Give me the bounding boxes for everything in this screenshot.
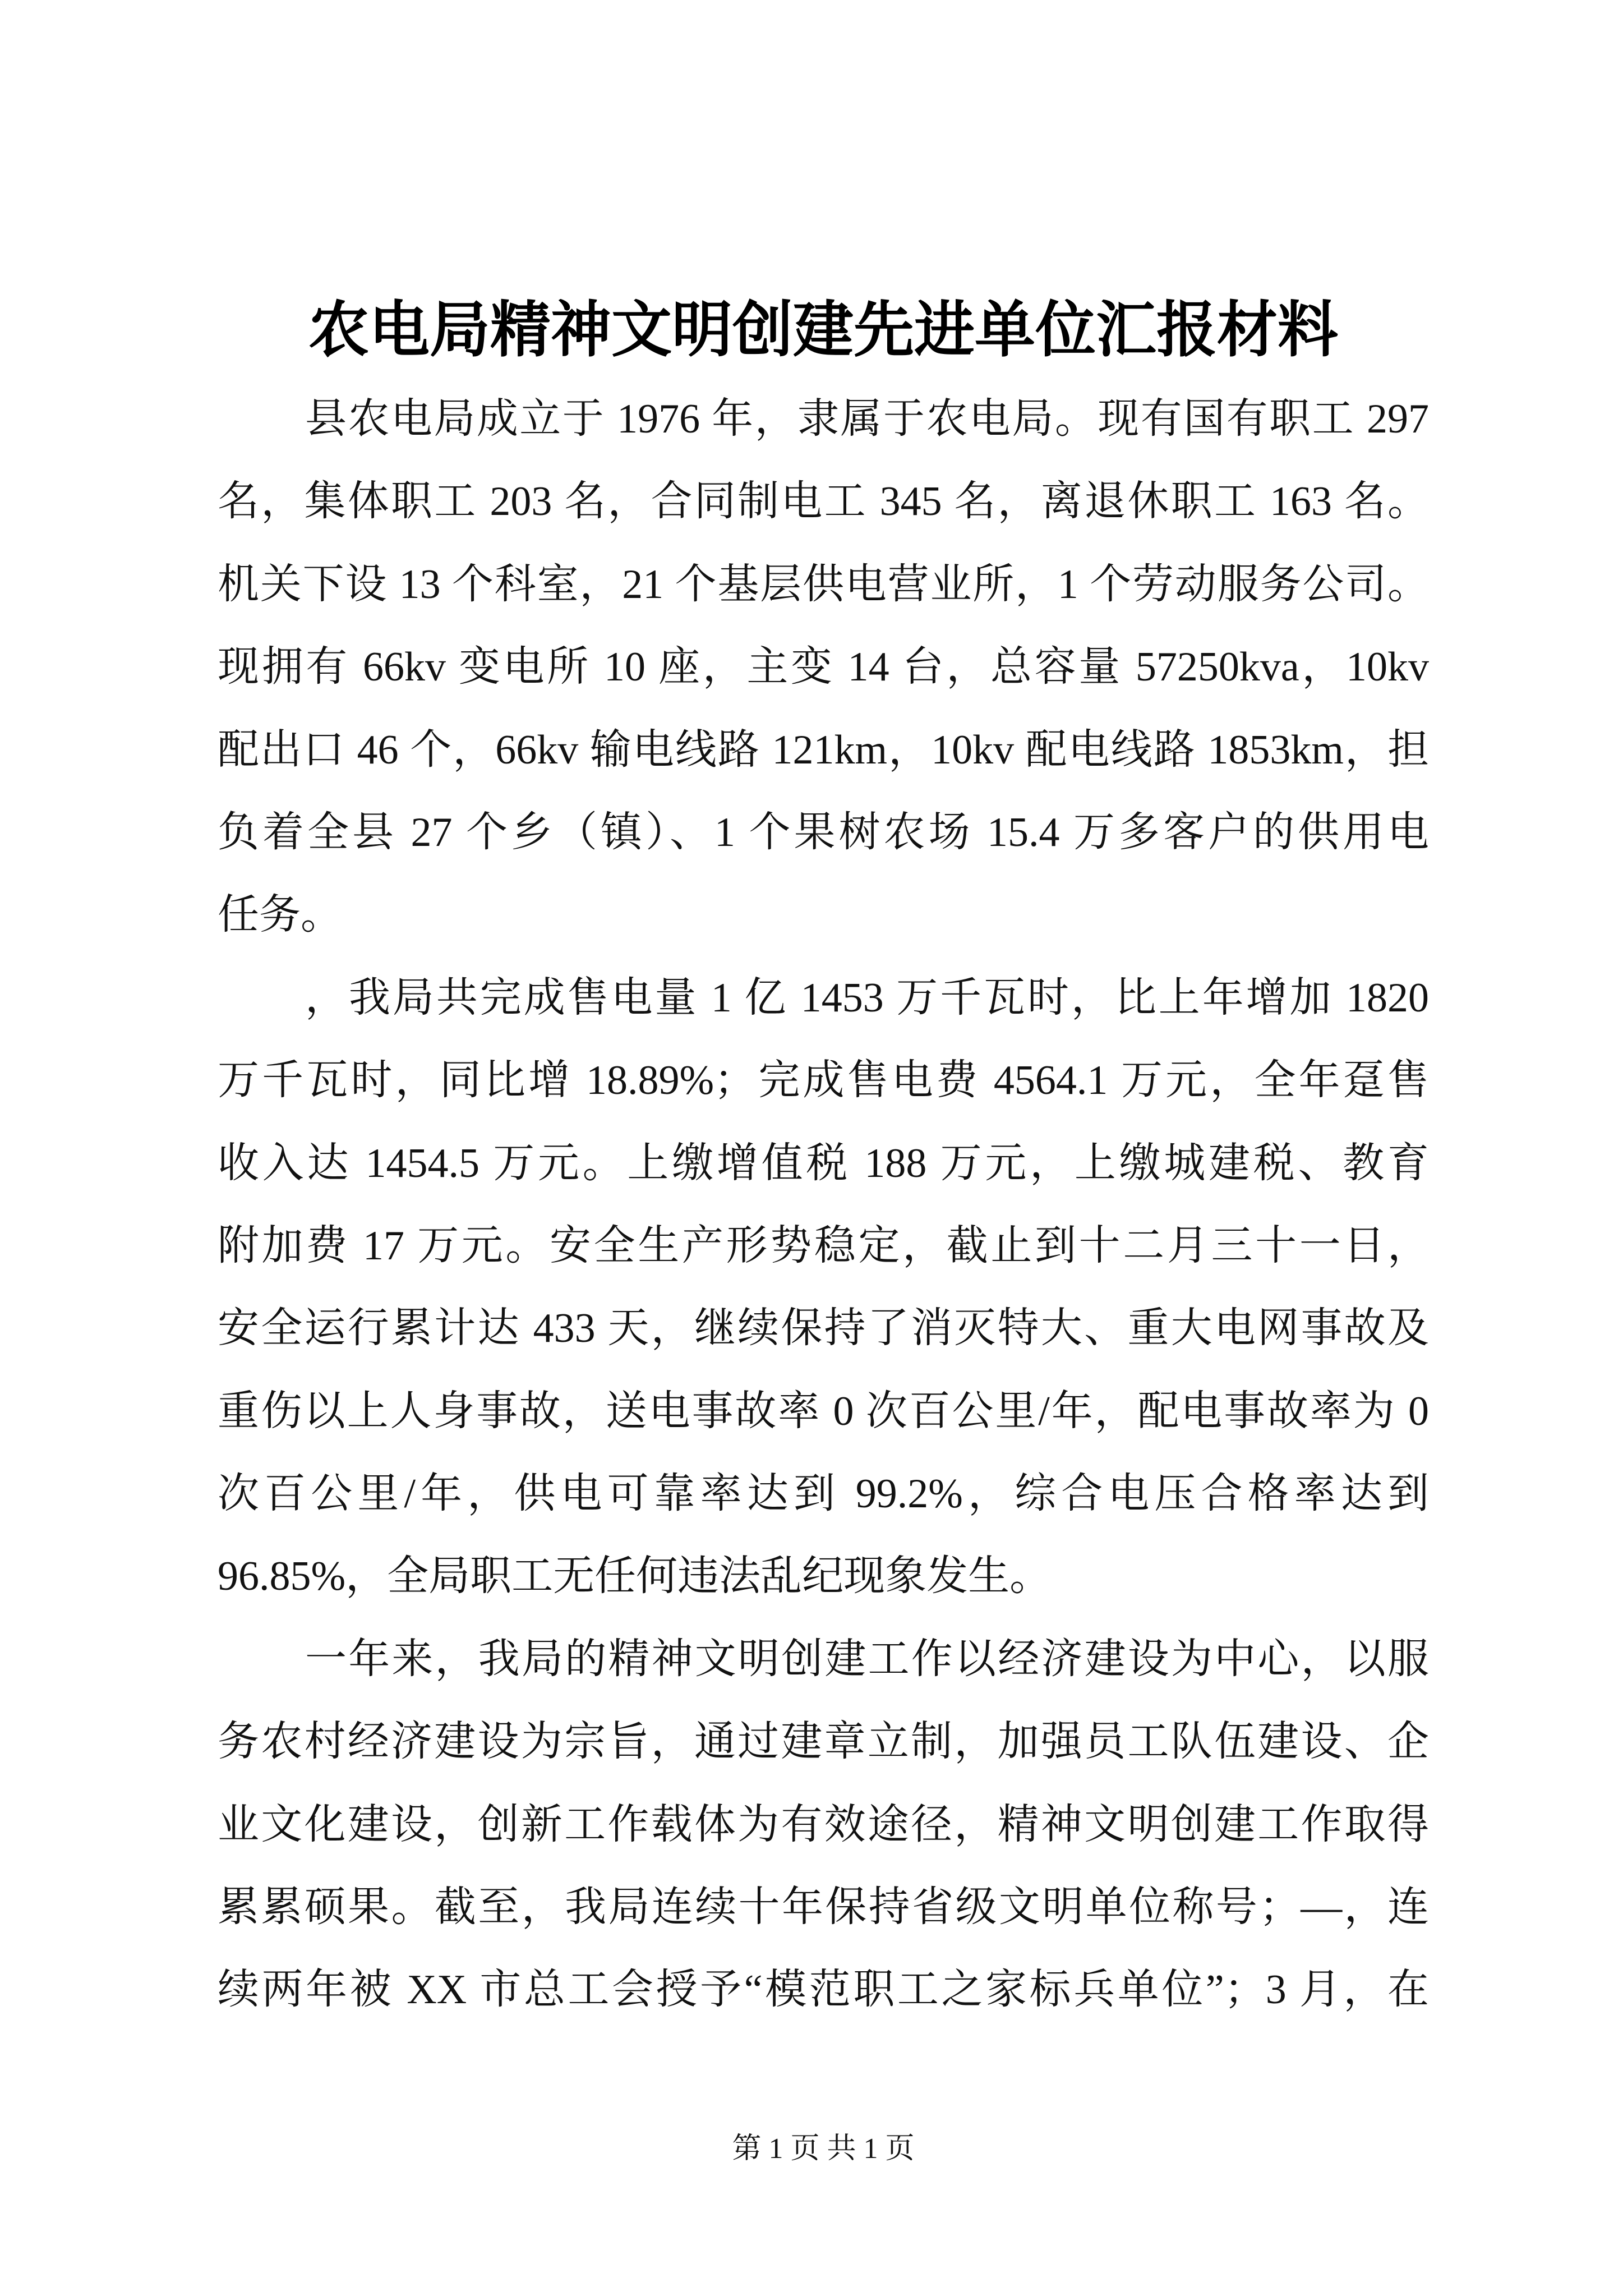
text-line: 现拥有 66kv 变电所 10 座，主变 14 台，总容量 57250kva，10kv bbox=[218, 644, 1429, 691]
text-line: 万千瓦时，同比增 18.89%；完成售电费 4564.1 万元，全年趸售 bbox=[218, 1057, 1429, 1104]
document-body bbox=[218, 378, 1429, 2032]
text-line: 96.85%，全局职工无任何违法乱纪现象发生。 bbox=[218, 1553, 1052, 1600]
paragraph bbox=[218, 378, 1429, 957]
text-line: 负着全县 27 个乡（镇）、1 个果树农场 15.4 万多客户的供用电 bbox=[218, 809, 1429, 855]
text-line: 一年来，我局的精神文明创建工作以经济建设为中心，以服 bbox=[305, 1636, 1429, 1682]
text-line: 机关下设 13 个科室，21 个基层供电营业所，1 个劳动服务公司。 bbox=[218, 561, 1429, 608]
text-line: 任务。 bbox=[218, 892, 342, 938]
text-line: 附加费 17 万元。安全生产形势稳定，截止到十二月三十一日， bbox=[218, 1222, 1429, 1269]
text-line: 续两年被 XX 市总工会授予“模范职工之家标兵单位”；3 月，在 bbox=[218, 1967, 1429, 2013]
text-line: 业文化建设，创新工作载体为有效途径，精神文明创建工作取得 bbox=[218, 1801, 1429, 1848]
text-line: 重伤以上人身事故，送电事故率 0 次百公里/年，配电事故率为 0 bbox=[218, 1388, 1429, 1434]
paragraph bbox=[218, 957, 1429, 1618]
page-footer: 第 1 页 共 1 页 bbox=[732, 2133, 915, 2165]
text-line: 名，集体职工 203 名，合同制电工 345 名，离退休职工 163 名。 bbox=[218, 478, 1429, 525]
text-line: 安全运行累计达 433 天，继续保持了消灭特大、重大电网事故及 bbox=[218, 1305, 1429, 1352]
paragraph bbox=[218, 1618, 1429, 2032]
text-line: ，我局共完成售电量 1 亿 1453 万千瓦时，比上年增加 1820 bbox=[305, 974, 1429, 1021]
text-line: 务农村经济建设为宗旨，通过建章立制，加强员工队伍建设、企 bbox=[218, 1719, 1429, 1765]
document-title: 农电局精神文明创建先进单位汇报材料 bbox=[308, 297, 1338, 364]
text-line: 次百公里/年，供电可靠率达到 99.2%，综合电压合格率达到 bbox=[218, 1471, 1429, 1517]
text-line: 县农电局成立于 1976 年，隶属于农电局。现有国有职工 297 bbox=[305, 396, 1429, 442]
text-line: 累累硕果。截至，我局连续十年保持省级文明单位称号；—，连 bbox=[218, 1884, 1429, 1931]
text-line: 收入达 1454.5 万元。上缴增值税 188 万元，上缴城建税、教育 bbox=[218, 1140, 1429, 1186]
text-line: 配出口 46 个，66kv 输电线路 121km，10kv 配电线路 1853km，担 bbox=[218, 726, 1429, 773]
